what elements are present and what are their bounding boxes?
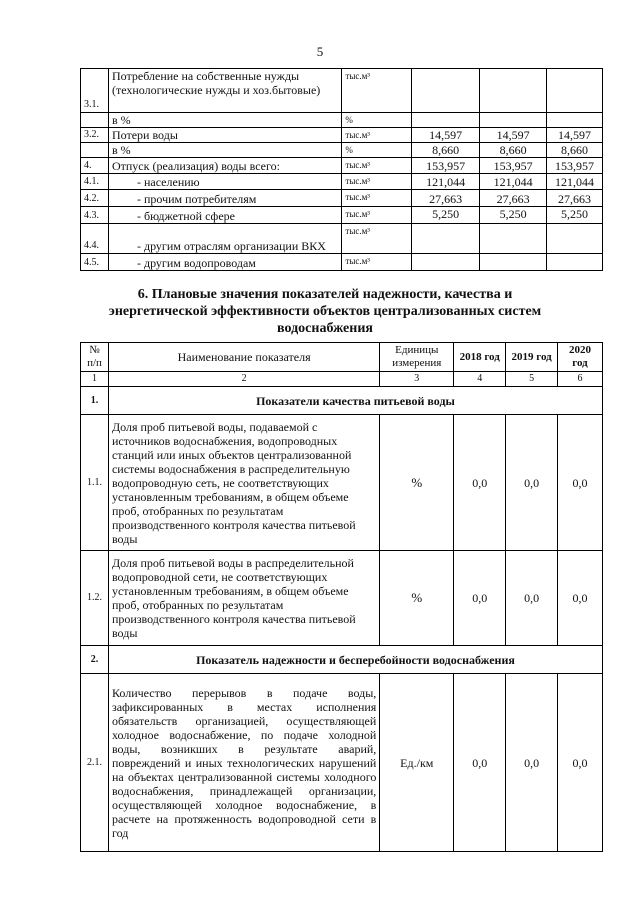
value-2018	[412, 224, 480, 254]
value-2019: 14,597	[480, 128, 547, 143]
value-2020	[547, 224, 603, 254]
value-2020: 14,597	[547, 128, 603, 143]
row-unit: тыс.м³	[342, 69, 412, 113]
table-row	[81, 415, 603, 551]
value-2018: 0,0	[454, 674, 506, 852]
row-number	[81, 113, 109, 128]
row-name: Потребление на собственные нужды (технологические нужды и хоз.бытовые)	[108, 69, 341, 113]
row-unit: тыс.м³	[342, 128, 412, 143]
value-2020	[547, 69, 603, 113]
value-2020: 5,250	[547, 207, 603, 224]
row-unit: Ед./км	[380, 674, 454, 852]
header-2020: 2020 год	[558, 343, 603, 372]
value-2019	[480, 254, 547, 271]
row-name: - бюджетной сфере	[108, 207, 341, 224]
water-balance-table	[80, 68, 603, 271]
col-number: 2	[108, 372, 379, 387]
row-name: Доля проб питьевой воды, подаваемой с источников водоснабжения, водопроводных станций или иных объектов централизованной системы водоснабжения в распределительную водопроводную сеть, не соответствующих установленным требованиям, в общем объеме проб, отобранных по результатам производственного контроля качества питьевой воды	[108, 415, 379, 551]
row-name: Количество перерывов в подаче воды, зафиксированных в местах исполнения обязательств организацией, осуществляющей холодное водоснабжение, по подаче холодной воды, возникших в результате аварий, повреждений и иных технологических нарушений на объектах централизованной системы холодного водоснабжения, принадлежащей организации, осуществляющей холодное водоснабжение, в расчете на протяженность водопроводной сети в год	[108, 674, 379, 852]
value-2018: 121,044	[412, 174, 480, 190]
value-2018: 14,597	[412, 128, 480, 143]
col-number: 1	[81, 372, 109, 387]
header-num: № п/п	[81, 343, 109, 372]
row-number: 1.2.	[81, 551, 109, 646]
table-row	[81, 158, 603, 174]
row-name: Отпуск (реализация) воды всего:	[108, 158, 341, 174]
page-number: 5	[316, 44, 324, 59]
row-unit: тыс.м³	[342, 174, 412, 190]
value-2020: 0,0	[558, 674, 603, 852]
value-2018: 27,663	[412, 190, 480, 207]
section-row	[81, 387, 603, 415]
row-number: 1.1.	[81, 415, 109, 551]
row-unit: %	[342, 143, 412, 158]
row-number: 4.5.	[81, 254, 109, 271]
table-row	[81, 190, 603, 207]
row-name: - другим отраслям организации ВКХ	[108, 224, 341, 254]
table-row	[81, 551, 603, 646]
row-unit: тыс.м³	[342, 190, 412, 207]
table-row	[81, 143, 603, 158]
value-2018: 0,0	[454, 415, 506, 551]
value-2019	[480, 69, 547, 113]
row-name: Потери воды	[108, 128, 341, 143]
row-name: в %	[108, 113, 341, 128]
value-2020: 153,957	[547, 158, 603, 174]
row-unit: тыс.м³	[342, 224, 412, 254]
value-2019: 0,0	[506, 551, 558, 646]
section-title: 6. Плановые значения показателей надежности, качества и энергетической эффективности объектов централизованных систем водоснабжения	[108, 287, 542, 336]
table-row	[81, 254, 603, 271]
value-2019	[480, 113, 547, 128]
value-2018	[412, 69, 480, 113]
table-row	[81, 69, 603, 113]
value-2018: 153,957	[412, 158, 480, 174]
row-number: 4.3.	[81, 207, 109, 224]
col-number: 3	[380, 372, 454, 387]
col-number: 5	[506, 372, 558, 387]
row-number	[81, 143, 109, 158]
section-row	[81, 646, 603, 674]
header-2019: 2019 год	[506, 343, 558, 372]
value-2020	[547, 113, 603, 128]
section-number: 1.	[81, 387, 109, 415]
row-number: 4.	[81, 158, 109, 174]
row-unit: %	[342, 113, 412, 128]
value-2019: 121,044	[480, 174, 547, 190]
value-2019: 153,957	[480, 158, 547, 174]
row-name: - другим водопроводам	[108, 254, 341, 271]
value-2018: 8,660	[412, 143, 480, 158]
value-2018: 5,250	[412, 207, 480, 224]
value-2020	[547, 254, 603, 271]
row-number: 4.2.	[81, 190, 109, 207]
value-2018: 0,0	[454, 551, 506, 646]
value-2020: 0,0	[558, 415, 603, 551]
value-2020: 27,663	[547, 190, 603, 207]
value-2020: 0,0	[558, 551, 603, 646]
value-2020: 8,660	[547, 143, 603, 158]
column-number-row	[81, 372, 603, 387]
value-2019: 5,250	[480, 207, 547, 224]
row-number: 4.1.	[81, 174, 109, 190]
value-2019	[480, 224, 547, 254]
table-row	[81, 174, 603, 190]
row-name: Доля проб питьевой воды в распределительной водопроводной сети, не соответствующих установленным требованиям, в общем объеме проб, отобранных по результатам производственного контроля качества питьевой воды	[108, 551, 379, 646]
row-unit: тыс.м³	[342, 207, 412, 224]
col-number: 6	[558, 372, 603, 387]
row-unit: тыс.м³	[342, 254, 412, 271]
header-unit: Единицы измерения	[380, 343, 454, 372]
section-heading: Показатели качества питьевой воды	[108, 387, 602, 415]
value-2018	[412, 254, 480, 271]
header-2018: 2018 год	[454, 343, 506, 372]
col-number: 4	[454, 372, 506, 387]
value-2019: 0,0	[506, 415, 558, 551]
table-row	[81, 224, 603, 254]
row-unit: тыс.м³	[342, 158, 412, 174]
value-2019: 0,0	[506, 674, 558, 852]
table-row	[81, 113, 603, 128]
indicators-table	[80, 342, 603, 852]
table-row	[81, 207, 603, 224]
section-heading: Показатель надежности и бесперебойности водоснабжения	[108, 646, 602, 674]
row-name: - населению	[108, 174, 341, 190]
row-name: - прочим потребителям	[108, 190, 341, 207]
row-unit: %	[380, 415, 454, 551]
row-unit: %	[380, 551, 454, 646]
row-name: в %	[108, 143, 341, 158]
table-row	[81, 674, 603, 852]
row-number: 3.1.	[81, 69, 109, 113]
value-2019: 8,660	[480, 143, 547, 158]
header-name: Наименование показателя	[108, 343, 379, 372]
table-row	[81, 128, 603, 143]
value-2020: 121,044	[547, 174, 603, 190]
value-2018	[412, 113, 480, 128]
value-2019: 27,663	[480, 190, 547, 207]
section-number: 2.	[81, 646, 109, 674]
row-number: 3.2.	[81, 128, 109, 143]
header-row	[81, 343, 603, 372]
row-number: 4.4.	[81, 224, 109, 254]
row-number: 2.1.	[81, 674, 109, 852]
